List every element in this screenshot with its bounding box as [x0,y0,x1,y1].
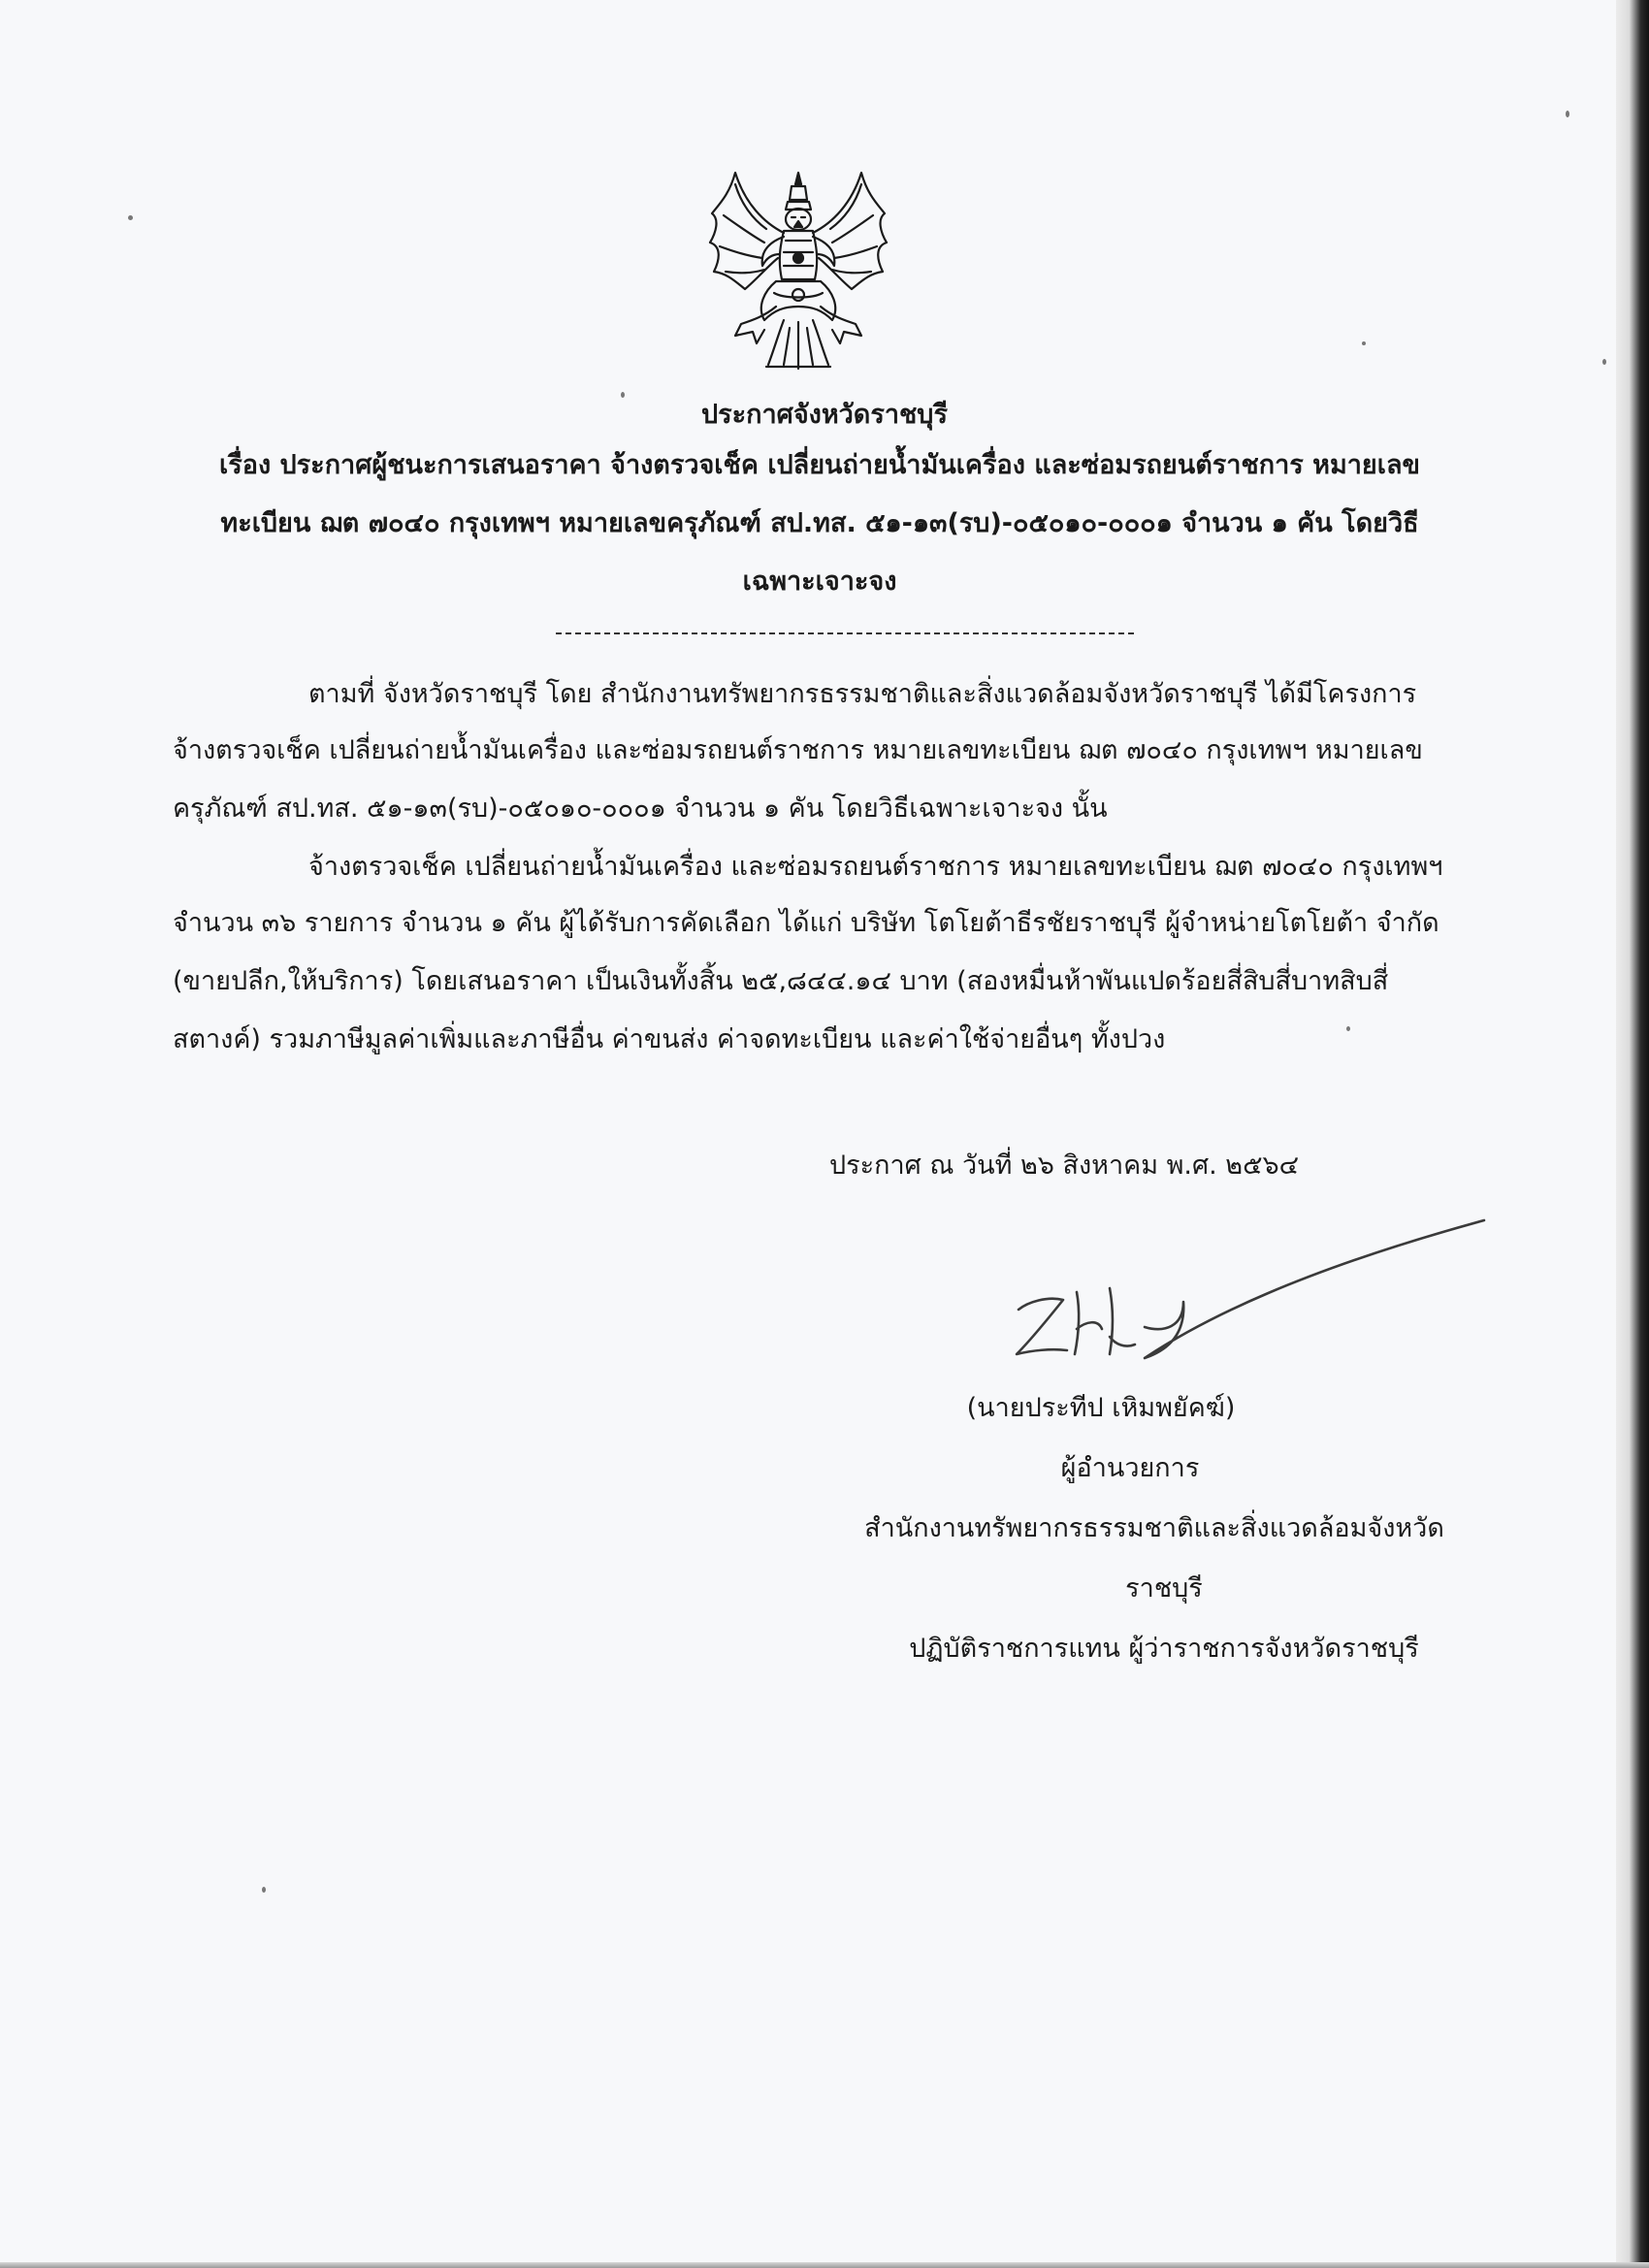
announcement-title: ประกาศจังหวัดราชบุรี [701,400,948,430]
scan-speck [1566,111,1569,117]
scan-speck [1362,341,1366,345]
scan-speck [1346,1026,1350,1031]
scan-speck [128,215,133,220]
signer-office-line-2: ราชบุรี [1125,1573,1203,1604]
paragraph-1-line-2: จ้างตรวจเช็ค เปลี่ยนถ่ายน้ำมันเครื่อง และซ่อมรถยนต์ราชการ หมายเลขทะเบียน ฌต ๗๐๔๐ กรุงเทพฯ หมายเลข [173,735,1423,765]
signer-office-line-1: สำนักงานทรัพยากรธรรมชาติและสิ่งแวดล้อมจังหวัด [864,1513,1444,1543]
scan-speck [621,392,625,398]
scan-edge-shadow [1616,0,1649,2268]
announce-date: ประกาศ ณ วันที่ ๒๖ สิงหาคม พ.ศ. ๒๕๖๔ [829,1150,1300,1181]
handwritten-signature [1009,1213,1494,1377]
subject-line-3: เฉพาะเจาะจง [742,567,897,597]
garuda-emblem-icon [706,165,890,373]
paragraph-2-line-2: จำนวน ๓๖ รายการ จำนวน ๑ คัน ผู้ได้รับการคัดเลือก ได้แก่ บริษัท โตโยต้าธีรชัยราชบุรี ผู้จำหน่ายโตโยต้า จำกัด [173,908,1439,938]
signer-acting-on-behalf: ปฏิบัติราชการแทน ผู้ว่าราชการจังหวัดราชบุรี [909,1634,1419,1664]
scan-speck [1602,359,1606,365]
separator-line [556,632,1134,634]
scan-speck [262,1887,266,1893]
scan-bottom-edge [0,2262,1649,2268]
paragraph-1-line-3: ครุภัณฑ์ สป.ทส. ๕๑-๑๓(รบ)-๐๕๐๑๐-๐๐๐๑ จำนวน ๑ คัน โดยวิธีเฉพาะเจาะจง นั้น [173,794,1108,824]
paragraph-2-line-3: (ขายปลีก,ให้บริการ) โดยเสนอราคา เป็นเงินทั้งสิ้น ๒๕,๘๔๔.๑๔ บาท (สองหมื่นห้าพันแปดร้อยสี่สิบสี่บาทสิบสี่ [173,966,1389,996]
signer-position: ผู้อำนวยการ [1060,1453,1200,1483]
paragraph-2-line-1: จ้างตรวจเช็ค เปลี่ยนถ่ายน้ำมันเครื่อง และซ่อมรถยนต์ราชการ หมายเลขทะเบียน ฌต ๗๐๔๐ กรุงเทพฯ [308,852,1443,882]
subject-line-2: ทะเบียน ฌต ๗๐๔๐ กรุงเทพฯ หมายเลขครุภัณฑ์ สป.ทส. ๕๑-๑๓(รบ)-๐๕๐๑๐-๐๐๐๑ จำนวน ๑ คัน โดยวิธี [220,508,1419,538]
subject-line-1: เรื่อง ประกาศผู้ชนะการเสนอราคา จ้างตรวจเช็ค เปลี่ยนถ่ายน้ำมันเครื่อง และซ่อมรถยนต์ราชการ หมายเลข [219,450,1420,480]
signer-name: (นายประทีป เหิมพยัคฆ์) [966,1393,1236,1423]
paragraph-2-line-4: สตางค์) รวมภาษีมูลค่าเพิ่มและภาษีอื่น ค่าขนส่ง ค่าจดทะเบียน และค่าใช้จ่ายอื่นๆ ทั้งปวง [173,1024,1166,1054]
paragraph-1-line-1: ตามที่ จังหวัดราชบุรี โดย สำนักงานทรัพยากรธรรมชาติและสิ่งแวดล้อมจังหวัดราชบุรี ได้มีโครงการ [308,679,1417,709]
